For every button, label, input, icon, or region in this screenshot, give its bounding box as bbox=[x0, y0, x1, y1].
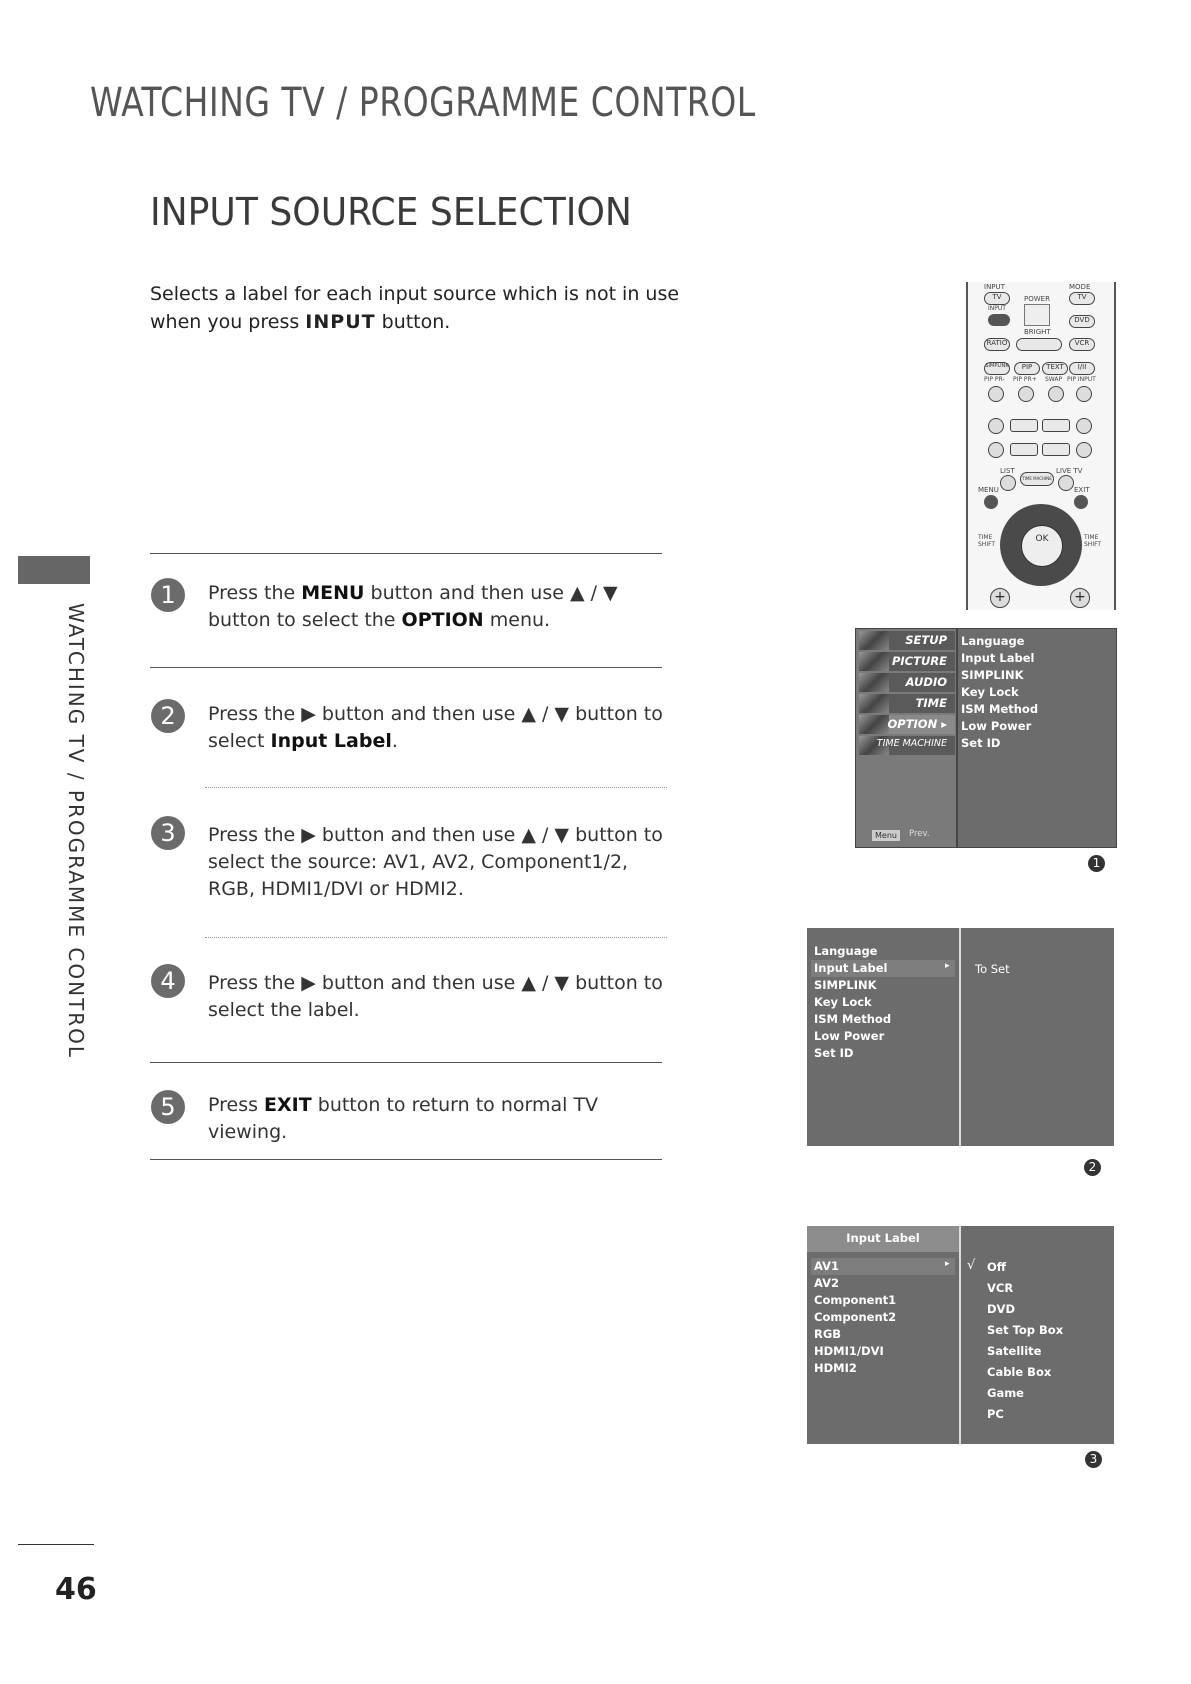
osd-option-column bbox=[807, 928, 961, 1146]
remote-label-input: INPUT bbox=[984, 283, 1005, 291]
osd-source-column bbox=[807, 1226, 961, 1444]
remote-pip-button: PIP bbox=[1014, 362, 1040, 375]
osd-category-option bbox=[859, 715, 955, 734]
osd-label-item: Set Top Box bbox=[987, 1323, 1064, 1337]
osd-category-setup bbox=[859, 631, 955, 650]
remote-skip-back-button bbox=[988, 442, 1004, 458]
osd-option-item: Input Label bbox=[814, 961, 888, 975]
step-text-2: Press the ▶ button and then use ▲ / ▼ button to select Input Label. bbox=[208, 703, 663, 752]
remote-label-list: LIST bbox=[1000, 467, 1015, 475]
osd-option-item: Language bbox=[814, 944, 878, 958]
osd-to-set-label: To Set bbox=[975, 962, 1010, 976]
osd-source-list bbox=[814, 1258, 896, 1377]
remote-pause-button bbox=[1042, 419, 1070, 432]
step-text-4: Press the ▶ button and then use ▲ / ▼ button to select the label. bbox=[208, 972, 663, 1021]
page-number: 46 bbox=[55, 1572, 97, 1607]
step-text-3: Press the ▶ button and then use ▲ / ▼ button to select the source: AV1, AV2, Component1/2, RGB, HDMI1/DVI or HDMI2. bbox=[208, 824, 663, 900]
osd-option-list bbox=[814, 943, 891, 1062]
remote-bright-button bbox=[1016, 338, 1062, 351]
osd-label-item: Off bbox=[987, 1260, 1007, 1274]
category-label: PICTURE bbox=[891, 654, 947, 668]
remote-label-pip-input: PIP INPUT bbox=[1067, 376, 1096, 383]
remote-label-bright: BRIGHT bbox=[1024, 328, 1051, 336]
dotted-divider bbox=[205, 787, 667, 788]
remote-simplink-button: SIMPLINK bbox=[984, 362, 1010, 375]
category-thumbnail bbox=[859, 694, 889, 713]
osd-source-item: AV1 bbox=[814, 1259, 840, 1273]
remote-rewind-button bbox=[1010, 443, 1038, 456]
figure-badge-2: 2 bbox=[1084, 1159, 1101, 1176]
category-label: AUDIO bbox=[905, 675, 947, 689]
remote-play-button bbox=[1010, 419, 1038, 432]
osd-option-item: Key Lock bbox=[961, 685, 1019, 699]
remote-label-mode: MODE bbox=[1069, 283, 1091, 291]
category-label: OPTION ▸ bbox=[887, 717, 947, 731]
section-title: INPUT SOURCE SELECTION bbox=[150, 190, 632, 234]
osd-menu-key: Menu bbox=[872, 830, 900, 841]
remote-tv-button: TV bbox=[984, 292, 1010, 305]
submenu-arrow-icon: ▸ bbox=[945, 1259, 950, 1269]
step-number-1: 1 bbox=[151, 578, 185, 612]
osd-label-item: PC bbox=[987, 1407, 1004, 1421]
step-number-2: 2 bbox=[151, 699, 185, 733]
osd-label-item: DVD bbox=[987, 1302, 1015, 1316]
remote-circle-button bbox=[1048, 386, 1064, 402]
remote-label-swap: SWAP bbox=[1045, 376, 1063, 383]
submenu-arrow-icon: ▸ bbox=[945, 961, 950, 971]
step-number-3: 3 bbox=[151, 816, 185, 850]
osd-option-item: SIMPLINK bbox=[814, 978, 877, 992]
step-text-5: Press EXIT button to return to normal TV viewing. bbox=[208, 1094, 599, 1143]
step-text-1: Press the MENU button and then use ▲ / ▼ button to select the OPTION menu. bbox=[208, 582, 618, 631]
osd-label-list bbox=[987, 1257, 1063, 1425]
chapter-title: WATCHING TV / PROGRAMME CONTROL bbox=[90, 80, 756, 126]
osd-input-label-header: Input Label bbox=[807, 1226, 959, 1252]
remote-label-time-shift-left: TIME SHIFT bbox=[978, 534, 996, 548]
osd-option-item: Language bbox=[961, 634, 1025, 648]
remote-text-button: TEXT bbox=[1042, 362, 1068, 375]
category-thumbnail bbox=[859, 715, 889, 734]
step-number-4: 4 bbox=[151, 964, 185, 998]
remote-label-pip-pr-plus: PIP PR+ bbox=[1013, 376, 1037, 383]
osd-label-item: VCR bbox=[987, 1281, 1014, 1295]
remote-live-tv-button bbox=[1058, 475, 1074, 491]
divider-line bbox=[150, 1062, 662, 1063]
osd-prev-label: Prev. bbox=[909, 829, 930, 839]
figure-badge-3: 3 bbox=[1085, 1451, 1102, 1468]
remote-ok-button: OK bbox=[1021, 525, 1063, 567]
osd-source-item: Component2 bbox=[814, 1310, 897, 1324]
osd-option-item: Key Lock bbox=[814, 995, 872, 1009]
osd-category-picture bbox=[859, 652, 955, 671]
osd-source-item: Component1 bbox=[814, 1293, 897, 1307]
osd-main-menu bbox=[855, 628, 1117, 848]
remote-label-exit: EXIT bbox=[1074, 486, 1090, 494]
remote-dvd-button: DVD bbox=[1069, 315, 1095, 328]
remote-ratio-button: RATIO bbox=[984, 338, 1010, 351]
osd-category-time-machine bbox=[859, 736, 955, 755]
category-thumbnail bbox=[859, 652, 889, 671]
remote-time-machine-button: TIME MACHINE bbox=[1020, 472, 1054, 486]
side-chapter-label: WATCHING TV / PROGRAMME CONTROL bbox=[64, 603, 88, 1060]
remote-circle-button bbox=[1018, 386, 1034, 402]
remote-circle-button bbox=[1076, 386, 1092, 402]
remote-exit-button bbox=[1074, 495, 1088, 509]
osd-option-item: Low Power bbox=[961, 719, 1032, 733]
remote-i-ii-button: I/II bbox=[1069, 362, 1095, 375]
osd-option-item: Input Label bbox=[961, 651, 1035, 665]
osd-option-list bbox=[961, 633, 1038, 752]
remote-list-button bbox=[1000, 475, 1016, 491]
figure-badge-1: 1 bbox=[1088, 855, 1105, 872]
osd-option-item: Set ID bbox=[814, 1046, 854, 1060]
remote-volume-plus-icon: + bbox=[990, 588, 1010, 608]
remote-control-illustration bbox=[966, 282, 1116, 610]
divider-line bbox=[150, 553, 662, 554]
category-thumbnail bbox=[859, 631, 889, 650]
osd-source-item: HDMI1/DVI bbox=[814, 1344, 884, 1358]
remote-tv2-button: TV bbox=[1069, 292, 1095, 305]
osd-option-item: SIMPLINK bbox=[961, 668, 1024, 682]
remote-skip-forward-button bbox=[1076, 442, 1092, 458]
remote-label-menu: MENU bbox=[978, 486, 999, 494]
remote-record-button bbox=[1076, 418, 1092, 434]
remote-forward-button bbox=[1042, 443, 1070, 456]
divider-line bbox=[150, 667, 662, 668]
osd-option-item: ISM Method bbox=[814, 1012, 892, 1026]
category-thumbnail bbox=[859, 673, 889, 692]
osd-label-item: Game bbox=[987, 1386, 1024, 1400]
osd-label-item: Cable Box bbox=[987, 1365, 1052, 1379]
remote-label-input-small: INPUT bbox=[988, 305, 1006, 312]
category-label: TIME MACHINE bbox=[876, 738, 947, 749]
osd-option-menu bbox=[807, 928, 1114, 1146]
intro-text: Selects a label for each input source which is not in use when you press INPUT button. bbox=[150, 283, 680, 333]
osd-option-item: ISM Method bbox=[961, 702, 1039, 716]
osd-category-audio bbox=[859, 673, 955, 692]
remote-vcr-button: VCR bbox=[1069, 338, 1095, 351]
remote-label-live-tv: LIVE TV bbox=[1056, 467, 1083, 475]
osd-category-column bbox=[856, 629, 958, 847]
remote-circle-button bbox=[988, 386, 1004, 402]
remote-menu-button bbox=[984, 495, 998, 509]
side-tab-marker bbox=[18, 556, 90, 584]
osd-option-item: Set ID bbox=[961, 736, 1001, 750]
page-number-rule bbox=[18, 1544, 94, 1545]
remote-label-pip-pr-minus: PIP PR- bbox=[984, 376, 1005, 383]
osd-input-label-menu bbox=[807, 1226, 1114, 1444]
remote-label-power: POWER bbox=[1024, 295, 1050, 303]
osd-option-item: Low Power bbox=[814, 1029, 885, 1043]
remote-input-button bbox=[988, 314, 1010, 326]
remote-stop-button bbox=[988, 418, 1004, 434]
category-label: TIME bbox=[915, 696, 947, 710]
divider-line bbox=[150, 1159, 662, 1160]
step-number-5: 5 bbox=[151, 1090, 185, 1124]
remote-power-button bbox=[1024, 304, 1050, 326]
osd-source-item: RGB bbox=[814, 1327, 842, 1341]
osd-category-time bbox=[859, 694, 955, 713]
remote-channel-plus-icon: + bbox=[1070, 588, 1090, 608]
category-label: SETUP bbox=[905, 633, 947, 647]
dotted-divider bbox=[205, 937, 667, 938]
osd-label-item: Satellite bbox=[987, 1344, 1042, 1358]
osd-source-item: HDMI2 bbox=[814, 1361, 857, 1375]
remote-label-time-shift-right: TIME SHIFT bbox=[1084, 534, 1102, 548]
osd-source-item: AV2 bbox=[814, 1276, 840, 1290]
checkmark-icon: √ bbox=[967, 1258, 976, 1273]
